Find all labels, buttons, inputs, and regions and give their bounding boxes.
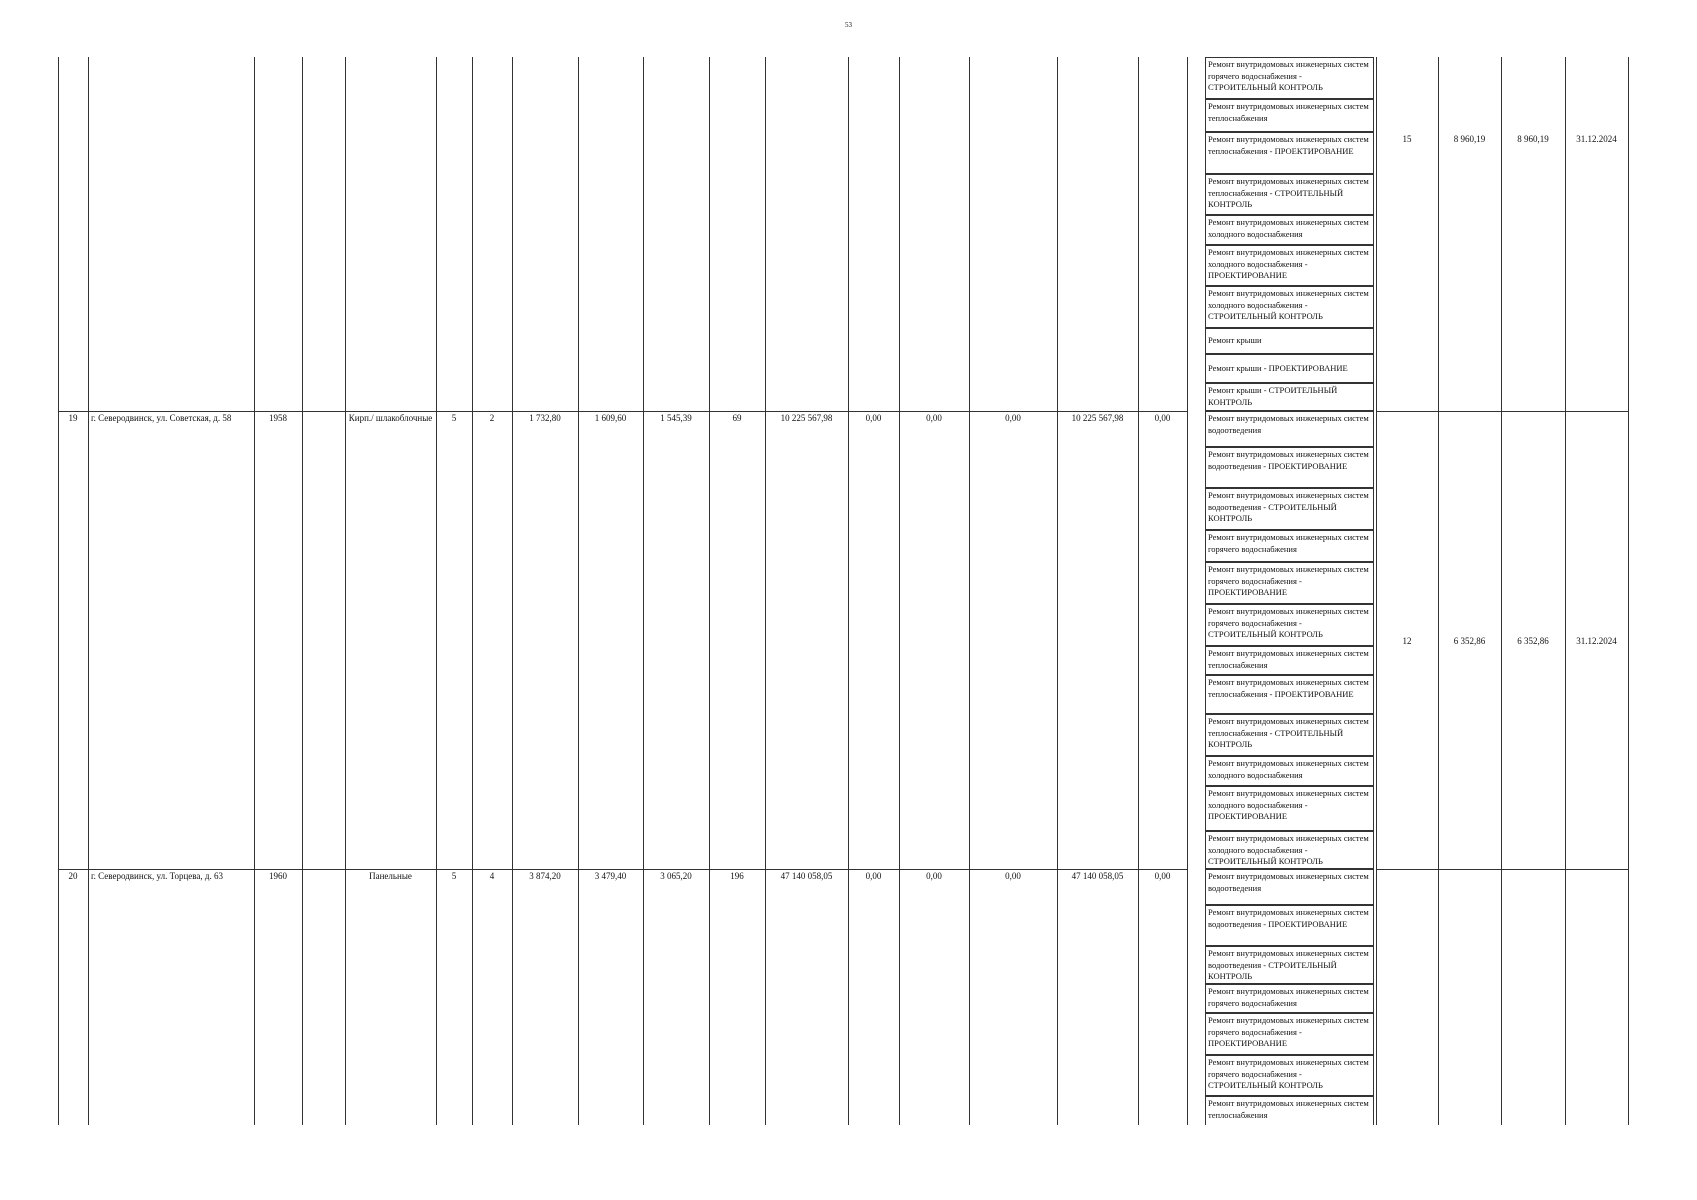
column-line [899, 57, 900, 1125]
column-line [88, 57, 89, 1125]
cost-local: 0,00 [1005, 413, 1021, 423]
column-line [58, 57, 59, 1125]
work-type-cell: Ремонт внутридомовых инженерных систем водоотведения [1205, 411, 1374, 447]
wall-material: Панельные [369, 871, 412, 881]
cost-fund: 10 225 567,98 [1071, 413, 1124, 423]
work-type-cell: Ремонт внутридомовых инженерных систем холодного водоснабжения [1205, 756, 1374, 786]
page-number: 53 [845, 21, 852, 29]
work-type-cell: Ремонт внутридомовых инженерных систем горячего водоснабжения - ПРОЕКТИРОВАНИЕ [1205, 1013, 1374, 1055]
address: г. Северодвинск, ул. Советская, д. 58 [91, 413, 232, 423]
area-total: 3 874,20 [529, 871, 561, 881]
work-type-cell: Ремонт крыши [1205, 328, 1374, 354]
row-number: 20 [68, 871, 78, 881]
floors: 5 [451, 413, 457, 423]
column-line [848, 57, 849, 1125]
work-count: 12 [1402, 636, 1412, 646]
work-type-cell: Ремонт внутридомовых инженерных систем холодного водоснабжения - СТРОИТЕЛЬНЫЙ КОНТРОЛЬ [1205, 286, 1374, 328]
cost-regional: 0,00 [926, 871, 942, 881]
column-line [1628, 57, 1629, 1125]
row-separator [58, 869, 1188, 870]
column-line [969, 57, 970, 1125]
completion-date: 31.12.2024 [1576, 134, 1617, 144]
work-type-cell: Ремонт внутридомовых инженерных систем теплоснабжения - ПРОЕКТИРОВАНИЕ [1205, 675, 1374, 714]
column-line [765, 57, 766, 1125]
work-type-cell: Ремонт внутридомовых инженерных систем теплоснабжения [1205, 646, 1374, 675]
column-line [302, 57, 303, 1125]
work-type-cell: Ремонт внутридомовых инженерных систем водоотведения - ПРОЕКТИРОВАНИЕ [1205, 447, 1374, 488]
build-year: 1958 [269, 413, 287, 423]
work-type-cell: Ремонт внутридомовых инженерных систем водоотведения [1205, 869, 1374, 905]
work-type-cell: Ремонт внутридомовых инженерных систем холодного водоснабжения - СТРОИТЕЛЬНЫЙ КОНТРОЛЬ [1205, 831, 1374, 869]
work-type-cell: Ремонт внутридомовых инженерных систем водоотведения - СТРОИТЕЛЬНЫЙ КОНТРОЛЬ [1205, 488, 1374, 530]
entrances: 4 [489, 871, 495, 881]
row-number: 19 [68, 413, 78, 423]
column-line [1501, 57, 1502, 1125]
cost-federal: 0,00 [865, 871, 882, 881]
row-separator [58, 411, 1188, 412]
column-line [472, 57, 473, 1125]
entrances: 2 [489, 413, 495, 423]
work-type-cell: Ремонт внутридомовых инженерных систем горячего водоснабжения - ПРОЕКТИРОВАНИЕ [1205, 562, 1374, 604]
work-type-cell: Ремонт внутридомовых инженерных систем холодного водоснабжения [1205, 215, 1374, 245]
cost-regional: 0,00 [926, 413, 942, 423]
work-count: 15 [1402, 134, 1412, 144]
column-line [643, 57, 644, 1125]
cost-limit: 6 352,86 [1517, 636, 1549, 646]
area-living: 1 609,60 [594, 413, 627, 423]
work-type-cell: Ремонт внутридомовых инженерных систем горячего водоснабжения - СТРОИТЕЛЬНЫЙ КОНТРОЛЬ [1205, 1055, 1374, 1096]
area-total: 1 732,80 [529, 413, 561, 423]
work-type-cell: Ремонт внутридомовых инженерных систем холодного водоснабжения - ПРОЕКТИРОВАНИЕ [1205, 245, 1374, 286]
cost-other: 0,00 [1154, 413, 1171, 423]
cost-total: 10 225 567,98 [780, 413, 833, 423]
column-line [1438, 57, 1439, 1125]
completion-date: 31.12.2024 [1576, 636, 1617, 646]
work-type-cell: Ремонт внутридомовых инженерных систем теплоснабжения - СТРОИТЕЛЬНЫЙ КОНТРОЛЬ [1205, 714, 1374, 756]
column-line [1187, 57, 1188, 1125]
column-line [578, 57, 579, 1125]
residents: 196 [730, 871, 744, 881]
cost-federal: 0,00 [865, 413, 882, 423]
cost-per-sqm: 8 960,19 [1453, 134, 1486, 144]
work-type-cell: Ремонт внутридомовых инженерных систем холодного водоснабжения - ПРОЕКТИРОВАНИЕ [1205, 786, 1374, 831]
area-owned: 1 545,39 [660, 413, 692, 423]
column-line [1138, 57, 1139, 1125]
floors: 5 [451, 871, 457, 881]
work-type-cell: Ремонт внутридомовых инженерных систем теплоснабжения [1205, 99, 1374, 132]
cost-fund: 47 140 058,05 [1071, 871, 1124, 881]
wall-material: Кирп./ шлакоблочные [348, 413, 433, 423]
column-line [1376, 57, 1377, 1125]
work-type-cell: Ремонт внутридомовых инженерных систем водоотведения - ПРОЕКТИРОВАНИЕ [1205, 905, 1374, 946]
cost-other: 0,00 [1154, 871, 1171, 881]
address: г. Северодвинск, ул. Торцева, д. 63 [91, 871, 223, 881]
work-type-cell: Ремонт внутридомовых инженерных систем теплоснабжения - СТРОИТЕЛЬНЫЙ КОНТРОЛЬ [1205, 174, 1374, 215]
column-line [709, 57, 710, 1125]
column-line [436, 57, 437, 1125]
column-line [254, 57, 255, 1125]
column-line [512, 57, 513, 1125]
work-type-cell: Ремонт внутридомовых инженерных систем горячего водоснабжения - СТРОИТЕЛЬНЫЙ КОНТРОЛЬ [1205, 604, 1374, 646]
residents: 69 [732, 413, 742, 423]
cost-total: 47 140 058,05 [780, 871, 833, 881]
cost-local: 0,00 [1005, 871, 1021, 881]
work-type-cell: Ремонт внутридомовых инженерных систем горячего водоснабжения [1205, 530, 1374, 562]
work-type-cell: Ремонт внутридомовых инженерных систем горячего водоснабжения - СТРОИТЕЛЬНЫЙ КОНТРОЛЬ [1205, 57, 1374, 99]
cost-per-sqm: 6 352,86 [1453, 636, 1486, 646]
column-line [1057, 57, 1058, 1125]
work-type-cell: Ремонт крыши - ПРОЕКТИРОВАНИЕ [1205, 354, 1374, 383]
cost-limit: 8 960,19 [1517, 134, 1549, 144]
column-line [1565, 57, 1566, 1125]
work-type-cell: Ремонт крыши - СТРОИТЕЛЬНЫЙ КОНТРОЛЬ [1205, 383, 1374, 411]
column-line [345, 57, 346, 1125]
work-type-cell: Ремонт внутридомовых инженерных систем теплоснабжения - ПРОЕКТИРОВАНИЕ [1205, 132, 1374, 174]
build-year: 1960 [269, 871, 287, 881]
area-owned: 3 065,20 [660, 871, 692, 881]
work-type-cell: Ремонт внутридомовых инженерных систем теплоснабжения [1205, 1096, 1374, 1125]
row-separator [1376, 869, 1628, 870]
row-separator [1376, 411, 1628, 412]
work-type-cell: Ремонт внутридомовых инженерных систем горячего водоснабжения [1205, 984, 1374, 1013]
area-living: 3 479,40 [594, 871, 627, 881]
work-type-cell: Ремонт внутридомовых инженерных систем водоотведения - СТРОИТЕЛЬНЫЙ КОНТРОЛЬ [1205, 946, 1374, 984]
